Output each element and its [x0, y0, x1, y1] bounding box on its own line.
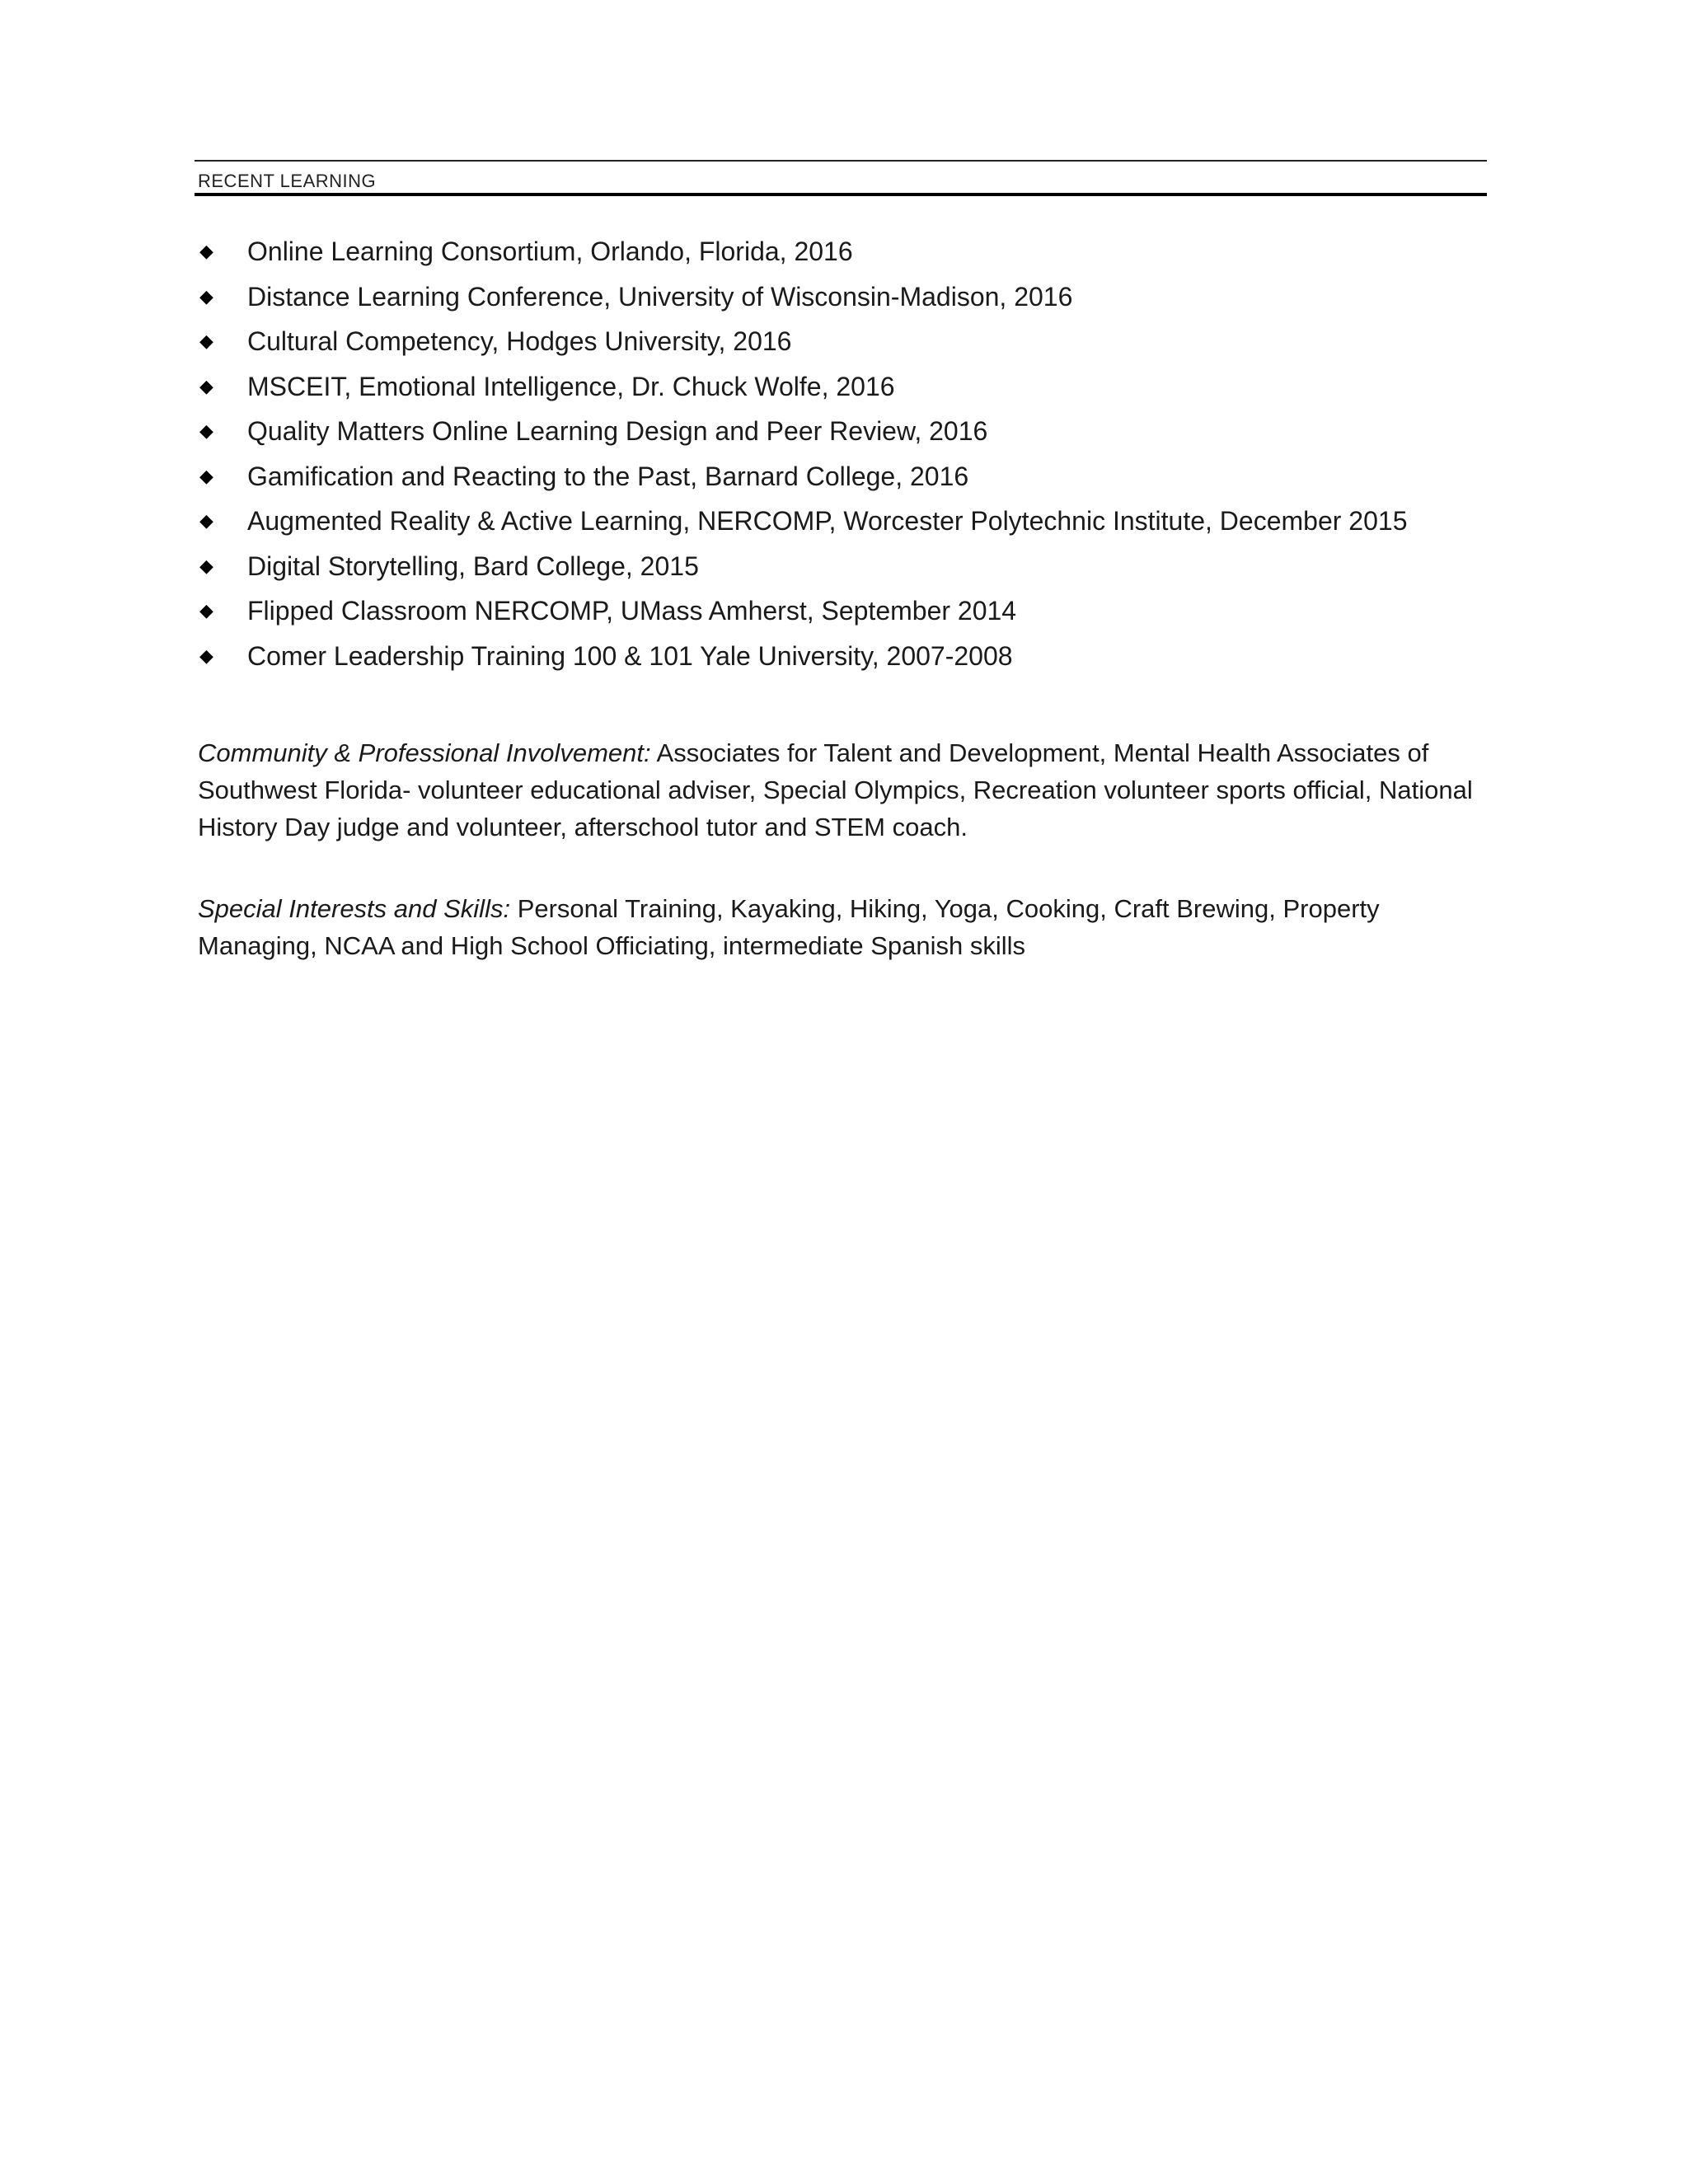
- special-interests-text: Personal Training, Kayaking, Hiking, Yoga, Cooking, Craft Brewing, Property Managing, NCAA and High School Officiating, intermediate Spanish skills: [198, 894, 1380, 960]
- section-bottom-rule: [195, 193, 1487, 196]
- list-item-text: Augmented Reality & Active Learning, NERCOMP, Worcester Polytechnic Institute, December 2015: [247, 506, 1408, 536]
- special-interests-paragraph: [195, 890, 1492, 964]
- diamond-bullet-icon: ◆: [199, 420, 213, 441]
- resume-page: [195, 160, 1487, 964]
- diamond-bullet-icon: ◆: [199, 330, 213, 351]
- community-involvement-text: Associates for Talent and Development, Mental Health Associates of Southwest Florida- volunteer educational adviser, Special Olympics, Recreation volunteer sports official, National History Day judge and volunteer, afterschool tutor and STEM coach.: [198, 738, 1473, 841]
- list-item-text: Digital Storytelling, Bard College, 2015: [247, 551, 699, 581]
- community-involvement-label: Community & Professional Involvement:: [198, 738, 651, 767]
- diamond-bullet-icon: ◆: [199, 555, 213, 576]
- list-item: [195, 588, 1487, 634]
- list-item: [195, 364, 1487, 410]
- list-item-text: Distance Learning Conference, University of Wisconsin-Madison, 2016: [247, 281, 1073, 312]
- recent-learning-list: [195, 229, 1487, 678]
- list-item-text: Comer Leadership Training 100 & 101 Yale University, 2007-2008: [247, 640, 1013, 671]
- list-item: [195, 634, 1487, 679]
- list-item: [195, 409, 1487, 454]
- diamond-bullet-icon: ◆: [199, 600, 213, 621]
- list-item: [195, 319, 1487, 364]
- list-item: [195, 499, 1487, 544]
- list-item: [195, 454, 1487, 499]
- diamond-bullet-icon: ◆: [199, 375, 213, 396]
- list-item: [195, 274, 1487, 320]
- diamond-bullet-icon: ◆: [199, 465, 213, 486]
- list-item-text: Quality Matters Online Learning Design and Peer Review, 2016: [247, 416, 988, 446]
- community-involvement-paragraph: [195, 734, 1492, 846]
- list-item: [195, 544, 1487, 589]
- list-item-text: MSCEIT, Emotional Intelligence, Dr. Chuck Wolfe, 2016: [247, 371, 895, 401]
- diamond-bullet-icon: ◆: [199, 241, 213, 261]
- diamond-bullet-icon: ◆: [199, 285, 213, 307]
- list-item-text: Online Learning Consortium, Orlando, Florida, 2016: [247, 237, 853, 266]
- section-title: RECENT LEARNING: [198, 171, 377, 191]
- list-item-text: Cultural Competency, Hodges University, 2016: [247, 326, 792, 356]
- diamond-bullet-icon: ◆: [199, 644, 213, 666]
- list-item-text: Flipped Classroom NERCOMP, UMass Amherst, September 2014: [247, 596, 1017, 626]
- list-item-text: Gamification and Reacting to the Past, Barnard College, 2016: [247, 461, 969, 491]
- diamond-bullet-icon: ◆: [199, 510, 213, 531]
- list-item: [195, 229, 1487, 274]
- special-interests-label: Special Interests and Skills:: [198, 894, 511, 923]
